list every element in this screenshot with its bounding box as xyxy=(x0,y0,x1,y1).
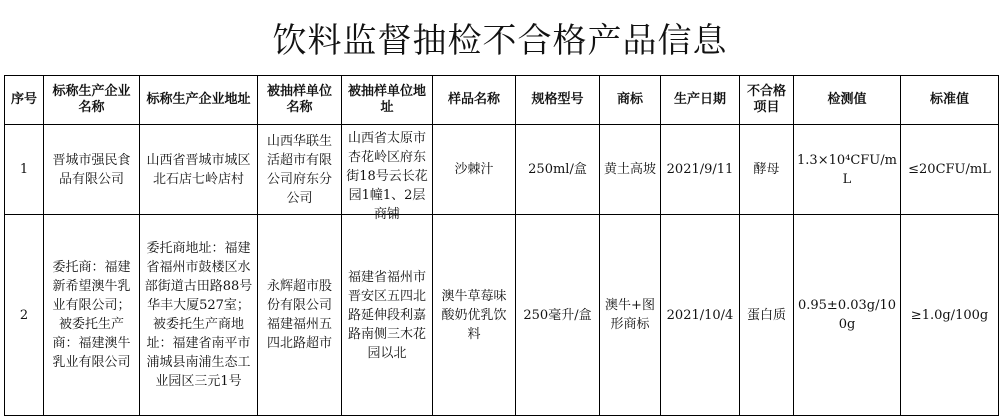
cell-standard: ≤20CFU/mL xyxy=(901,125,999,215)
results-table xyxy=(4,75,999,416)
table-row xyxy=(5,125,999,215)
header-cell-sampled-address: 被抽样单位地址 xyxy=(342,76,433,125)
cell-brand: 黄土高坡 xyxy=(600,125,661,215)
cell-manufacturer-address: 委托商地址：福建省福州市鼓楼区水部街道古田路88号华丰大厦527室；被委托生产商地址：福建省南平市浦城县南浦生态工业园区三元1号 xyxy=(140,215,258,416)
header-cell-product: 样品名称 xyxy=(433,76,516,125)
cell-spec: 250毫升/盒 xyxy=(516,215,600,416)
cell-brand: 澳牛+图形商标 xyxy=(600,215,661,416)
cell-no: 2 xyxy=(5,215,44,416)
table-row xyxy=(5,215,999,416)
header-cell-measured: 检测值 xyxy=(794,76,901,125)
cell-no: 1 xyxy=(5,125,44,215)
cell-sampled-address-text: 山西省太原市杏花岭区府东街18号云长花园1幢1、2层商铺 xyxy=(346,131,428,222)
header-cell-date: 生产日期 xyxy=(661,76,740,125)
header-cell-spec: 规格型号 xyxy=(516,76,600,125)
cell-date: 2021/10/4 xyxy=(661,215,740,416)
cell-item: 蛋白质 xyxy=(740,215,794,416)
cell-manufacturer: 晋城市强民食品有限公司 xyxy=(44,125,140,215)
header-cell-manufacturer: 标称生产企业名称 xyxy=(44,76,140,125)
page-title: 饮料监督抽检不合格产品信息 xyxy=(272,21,728,61)
header-cell-no: 序号 xyxy=(5,76,44,125)
cell-sampled-unit: 山西华联生活超市有限公司府东分公司 xyxy=(258,125,342,215)
cell-sampled-address xyxy=(342,125,433,222)
table-header-row xyxy=(5,76,999,125)
cell-item: 酵母 xyxy=(740,125,794,215)
header-cell-manufacturer-address: 标称生产企业地址 xyxy=(140,76,258,125)
cell-measured: 0.95±0.03g/100g xyxy=(794,215,901,416)
cell-measured: 1.3×10⁴CFU/mL xyxy=(794,125,901,215)
cell-sampled-unit: 永辉超市股份有限公司福建福州五四北路超市 xyxy=(258,215,342,416)
cell-manufacturer: 委托商：福建新希望澳牛乳业有限公司；被委托生产商：福建澳牛乳业有限公司 xyxy=(44,215,140,416)
header-cell-sampled-unit: 被抽样单位名称 xyxy=(258,76,342,125)
cell-sampled-address: 福建省福州市晋安区五四北路延伸段利嘉路南侧三木花园以北 xyxy=(342,215,433,416)
cell-standard: ≥1.0g/100g xyxy=(901,215,999,416)
cell-spec: 250ml/盒 xyxy=(516,125,600,215)
cell-manufacturer-address: 山西省晋城市城区北石店七岭店村 xyxy=(140,125,258,215)
header-cell-standard: 标准值 xyxy=(901,76,999,125)
cell-product: 澳牛草莓味酸奶优乳饮料 xyxy=(433,215,516,416)
header-cell-item: 不合格项目 xyxy=(740,76,794,125)
cell-date: 2021/9/11 xyxy=(661,125,740,215)
header-cell-brand: 商标 xyxy=(600,76,661,125)
cell-product: 沙棘汁 xyxy=(433,125,516,215)
